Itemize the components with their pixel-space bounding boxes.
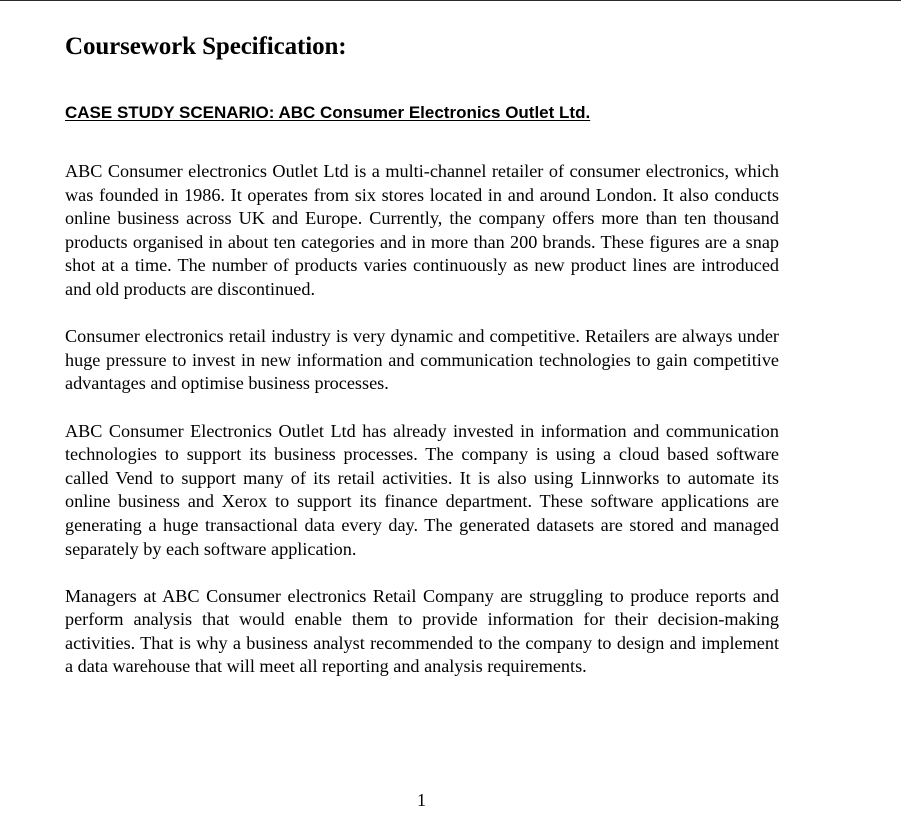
document-title: Coursework Specification: xyxy=(65,33,347,60)
document-page xyxy=(65,32,779,679)
top-border-line xyxy=(0,0,901,1)
page-number: 1 xyxy=(417,790,426,810)
paragraph-industry-context: Consumer electronics retail industry is very dynamic and competitive. Retailers are always under huge pressure to invest in new information and communication technologies to gain competitive advantages and optimise business processes. xyxy=(65,326,779,394)
paragraph-current-systems: ABC Consumer Electronics Outlet Ltd has already invested in information and communication technologies to support its business processes. The company is using a cloud based software called Vend to support many of its retail activities. It is also using Linnworks to automate its online business and Xerox to support its finance department. These software applications are generating a huge transactional data every day. The generated datasets are stored and managed separately by each software application. xyxy=(65,420,779,559)
case-study-heading: CASE STUDY SCENARIO: ABC Consumer Electronics Outlet Ltd. xyxy=(65,103,591,122)
paragraph-company-overview: ABC Consumer electronics Outlet Ltd is a multi-channel retailer of consumer electronics, which was founded in 1986. It operates from six stores located in and around London. It also conducts online business across UK and Europe. Currently, the company offers more than ten thousand products organised in about ten categories and in more than 200 brands. These figures are a snap shot at a time. The number of products varies continuously as new product lines are introduced and old products are discontinued. xyxy=(65,161,779,299)
paragraph-problem-statement: Managers at ABC Consumer electronics Retail Company are struggling to produce reports and perform analysis that would enable them to provide information for their decision-making activities. That is why a business analyst recommended to the company to design and implement a data warehouse that will meet all reporting and analysis requirements. xyxy=(65,585,779,677)
